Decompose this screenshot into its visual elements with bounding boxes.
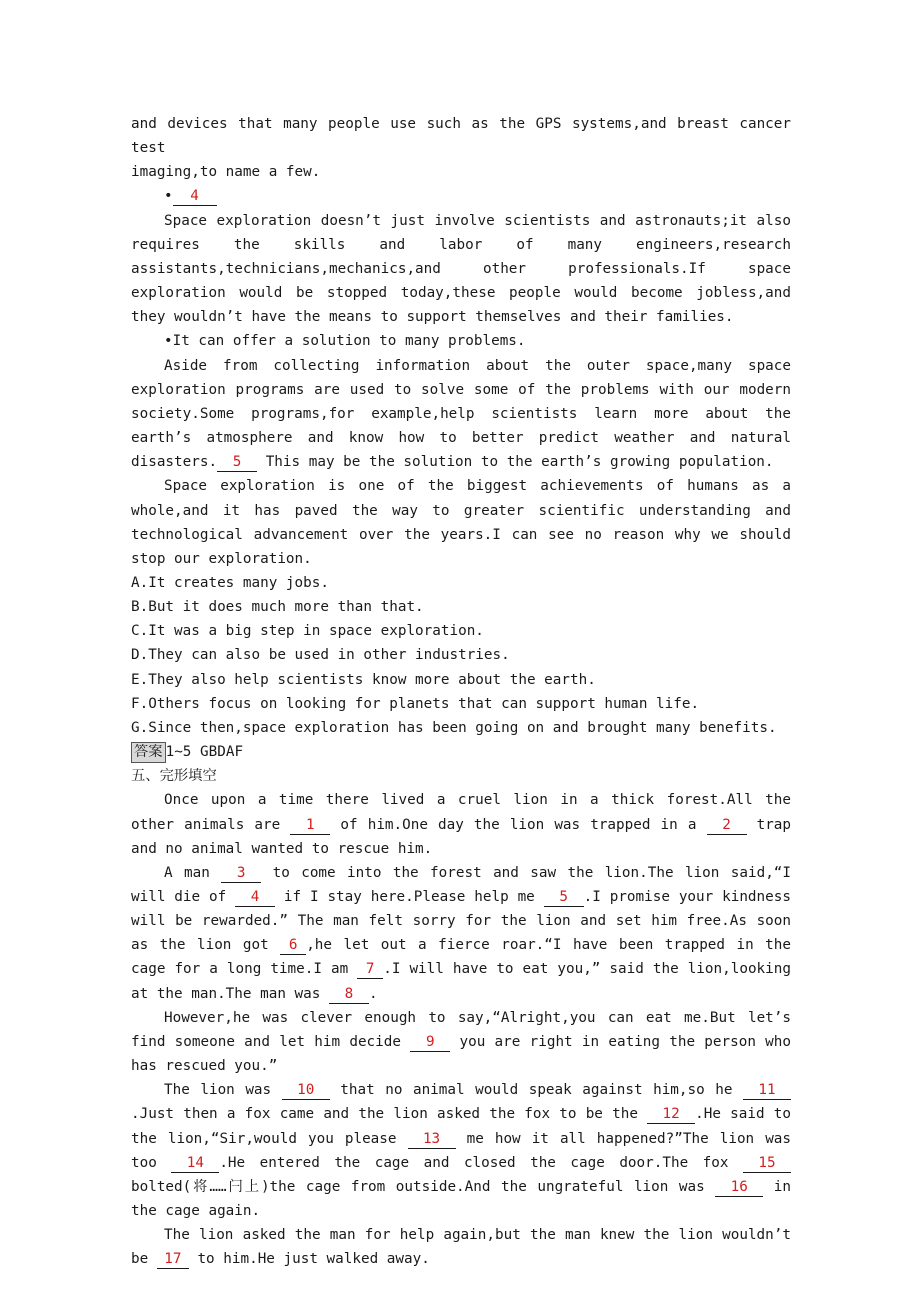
blank-12: 12 — [647, 1105, 695, 1124]
blank-2: 2 — [707, 816, 747, 835]
bullet-blank-4: • 4 — [131, 184, 791, 208]
blank-7: 7 — [357, 960, 383, 979]
option-list — [131, 571, 791, 740]
cloze-paragraph-5: The lion asked the man for help again,but the man knew the lion wouldn’t be 17 to him.He just walked away. — [131, 1227, 791, 1268]
option-item: D.They can also be used in other industries. — [131, 647, 510, 664]
intro-line: imaging,to name a few. — [131, 164, 321, 181]
section-heading: 五、完形填空 — [131, 768, 217, 785]
paragraph-jobs: Space exploration doesn’t just involve scientists and astronauts;it also requires the skills and labor of many engineers,research assistants,technicians,mechanics,and other professionals.If space exploration would be stopped today,these people would become jobless,and they wouldn’t have the means to support themselves and their families. — [131, 212, 791, 326]
blank-6: 6 — [280, 936, 306, 955]
blank-17: 17 — [157, 1250, 189, 1269]
blank-5: 5 — [217, 453, 257, 472]
blank-15: 15 — [743, 1154, 791, 1173]
cloze-paragraph-1: Once upon a time there lived a cruel lion in a thick forest.All the other animals are 1 of him.One day the lion was trapped in a 2 trap and no animal wanted to rescue him. — [131, 792, 792, 857]
intro-line: and devices that many people use such as the GPS systems,and breast cancer test — [131, 116, 791, 157]
blank-11: 11 — [743, 1081, 791, 1100]
blank-1: 1 — [290, 816, 330, 835]
blank-4: 4 — [235, 888, 275, 907]
blank-16: 16 — [715, 1178, 763, 1197]
paragraph-conclusion: Space exploration is one of the biggest achievements of humans as a whole,and it has paved the way to greater scientific understanding and technological advancement over the years.I can see no reason why we should stop our exploration. — [131, 478, 791, 567]
cloze-paragraph-3: However,he was clever enough to say,“Alright,you can eat me.But let’s find someone and let him decide 9 you are right in eating the person who has rescued you.” — [131, 1009, 792, 1075]
bullet-solution: •It can offer a solution to many problems. — [164, 333, 526, 350]
answer-tag: 答案 — [131, 742, 166, 763]
option-item: F.Others focus on looking for planets that can support human life. — [131, 695, 700, 712]
blank-5: 5 — [544, 888, 584, 907]
blank-3: 3 — [221, 864, 261, 883]
blank-8: 8 — [329, 985, 369, 1004]
paragraph-problems: Aside from collecting information about the outer space,many space exploration programs are used to solve some of the problems with our modern society.Some programs,for example,help scientists learn more about the earth’s atmosphere and know how to better predict weather and natural disasters. 5 This may be the solution to the earth’s growing population. — [131, 357, 791, 471]
blank-10: 10 — [282, 1081, 330, 1100]
answer-line — [131, 740, 791, 764]
document-page — [131, 112, 791, 1272]
blank-9: 9 — [410, 1033, 450, 1052]
answer-text: 1~5 GBDAF — [165, 744, 244, 761]
blank-13: 13 — [408, 1130, 456, 1149]
option-item: A.It creates many jobs. — [131, 574, 329, 591]
cloze-paragraph-2: A man 3 to come into the forest and saw the lion.The lion said,“I will die of 4 if I stay here.Please help me 5 .I promise your kindness will be rewarded.” The man felt sorry for the lion and set him free.As soon as the lion got 6 ,he let out a fierce roar.“I have been trapped in the cage for a long time.I am 7 .I will have to eat you,” said the lion,looking at the man.The man was 8 . — [131, 864, 792, 1002]
blank-14: 14 — [171, 1154, 219, 1173]
option-item: E.They also help scientists know more about the earth. — [131, 671, 596, 688]
option-item: G.Since then,space exploration has been going on and brought many benefits. — [131, 719, 777, 736]
cloze-paragraph-4: The lion was 10 that no animal would speak against him,so he 11.Just then a fox came and the lion asked the fox to be the 12 .He said to the lion,“Sir,would you please 13 me how it all happened?”The lion was too 14 .He entered the cage and closed the cage door.The fox 15 bolted(将……闩上)the cage from outside.And the ungrateful lion was 16 in the cage again. — [131, 1082, 792, 1220]
blank-4: 4 — [173, 187, 217, 206]
option-item: B.But it does much more than that. — [131, 599, 424, 616]
option-item: C.It was a big step in space exploration. — [131, 623, 484, 640]
